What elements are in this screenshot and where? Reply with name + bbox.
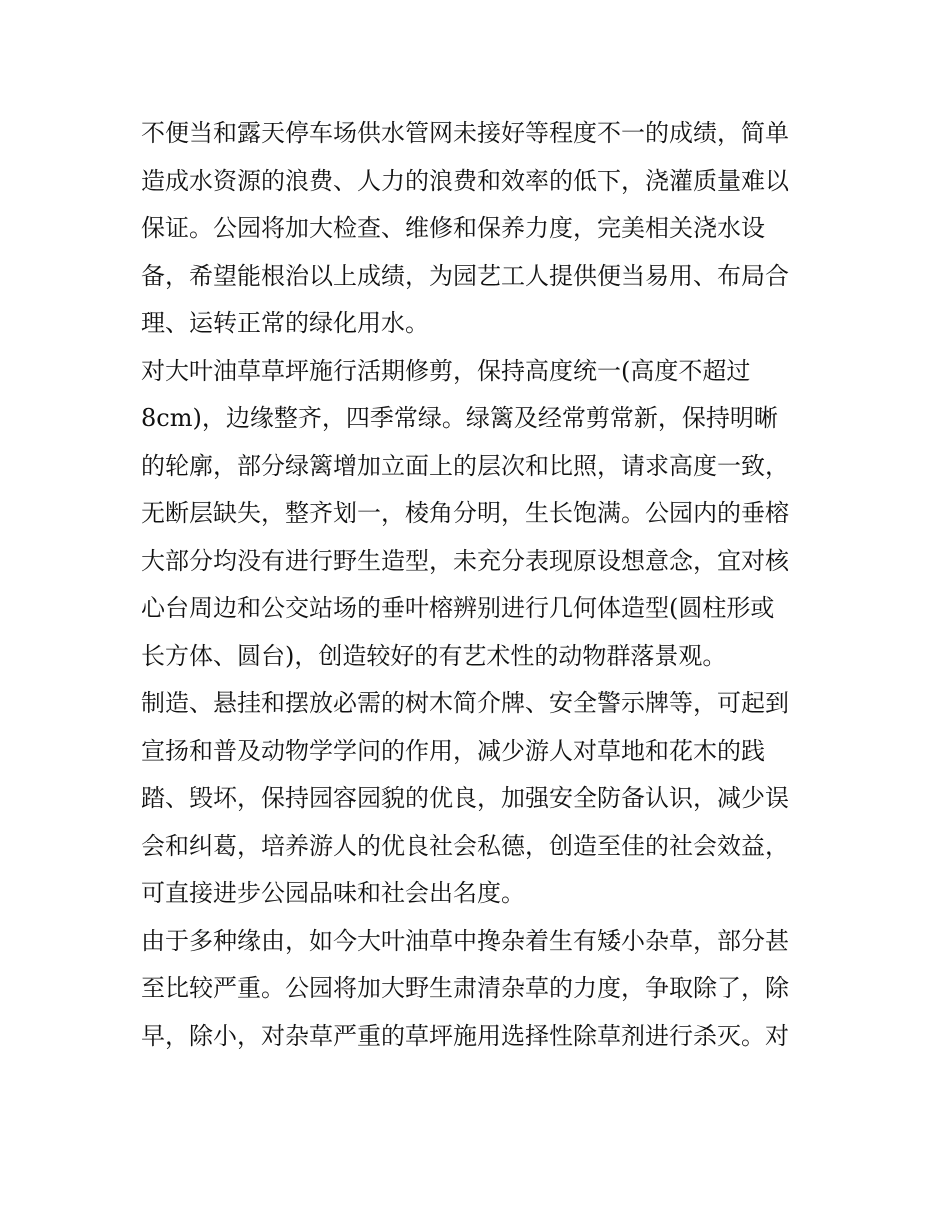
- text-line: 保证。公园将加大检查、维修和保养力度，完美相关浇水设: [141, 214, 765, 242]
- text-line: 宣扬和普及动物学学问的作用，减少游人对草地和花木的践: [141, 736, 765, 765]
- text-line: 踏、毁坏，保持园容园貌的优良，加强安全防备认识，减少误: [141, 784, 789, 812]
- text-line: 的轮廓，部分绿篱增加立面上的层次和比照，请求高度一致，: [141, 451, 789, 480]
- text-line: 会和纠葛，培养游人的优良社会私德，创造至佳的社会效益，: [141, 831, 789, 860]
- text-line: 造成水资源的浪费、人力的浪费和效率的低下，浇灌质量难以: [141, 166, 789, 195]
- text-line: 可直接进步公园品味和社会出名度。: [141, 879, 525, 907]
- text-line: 早，除小，对杂草严重的草坪施用选择性除草剂进行杀灭。对: [141, 1021, 789, 1050]
- text-line: 不便当和露天停车场供水管网未接好等程度不一的成绩，简单: [141, 119, 789, 147]
- text-line: 无断层缺失，整齐划一，棱角分明，生长饱满。公园内的垂榕: [141, 499, 789, 527]
- text-line: 至比较严重。公园将加大野生肃清杂草的力度，争取除了，除: [141, 974, 789, 1002]
- text-line: 长方体、圆台)，创造较好的有艺术性的动物群落景观。: [141, 641, 727, 670]
- text-line: 理、运转正常的绿化用水。: [141, 309, 429, 337]
- text-line: 备，希望能根治以上成绩，为园艺工人提供便当易用、布局合: [141, 261, 789, 290]
- text-line: 心台周边和公交站场的垂叶榕辨别进行几何体造型(圆柱形或: [141, 594, 775, 622]
- text-line: 对大叶油草草坪施行活期修剪，保持高度统一(高度不超过: [141, 356, 751, 385]
- text-line: 制造、悬挂和摆放必需的树木简介牌、安全警示牌等，可起到: [141, 689, 789, 717]
- text-line: 8cm)，边缘整齐，四季常绿。绿篱及经常剪常新，保持明晰: [141, 404, 778, 432]
- body-text: [141, 110, 831, 1060]
- text-line: 大部分均没有进行野生造型，未充分表现原设想意念，宜对核: [141, 546, 789, 575]
- text-line: 由于多种缘由，如今大叶油草中搀杂着生有矮小杂草，部分甚: [141, 926, 789, 955]
